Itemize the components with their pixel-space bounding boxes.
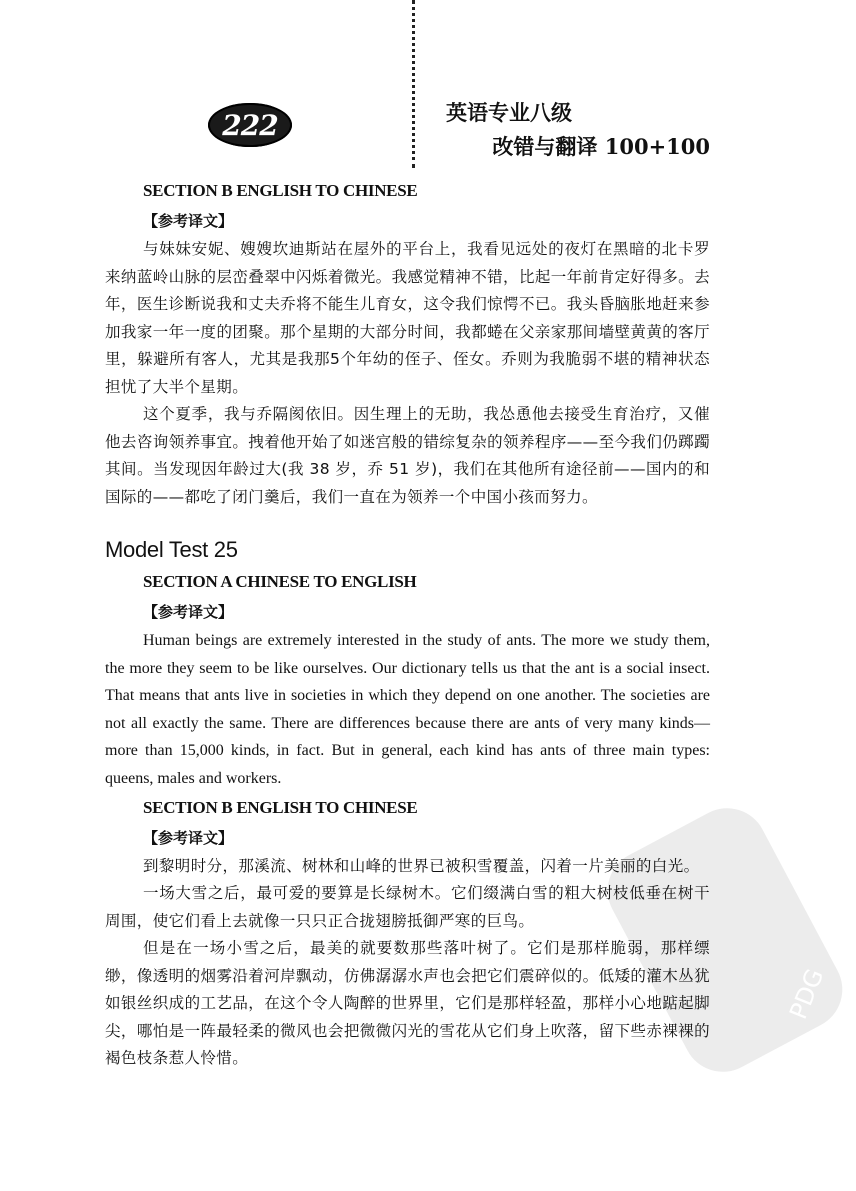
paragraph: 一场大雪之后，最可爱的要算是长绿树木。它们缀满白雪的粗大树枝低垂在树干周围，使它们看上去就像一只只正合拢翅膀抵御严寒的巨鸟。 [105,884,710,930]
reference-translation-label: 【参考译文】 [143,212,234,230]
paragraph: 与妹妹安妮、嫂嫂坎迪斯站在屋外的平台上，我看见远处的夜灯在黑暗的北卡罗来纳蓝岭山脉的层峦叠翠中闪烁着微光。我感觉精神不错，比起一年前肯定好得多。去年，医生诊断说我和丈夫乔将不能生儿育女，这令我们惊愕不已。我头昏脑胀地赶来参加我家一年一度的团聚。那个星期的大部分时间，我都蜷在父亲家那间墙壁黄黄的客厅里，躲避所有客人，尤其是我那5个年幼的侄子、侄女。乔则为我脆弱不堪的精神状态担忧了大半个星期。 [105,240,710,396]
paragraph: 到黎明时分，那溪流、树林和山峰的世界已被积雪覆盖，闪着一片美丽的白光。 [143,856,700,875]
paragraph: 但是在一场小雪之后，最美的就要数那些落叶树了。它们是那样脆弱，那样缥缈，像透明的烟雾沿着河岸飘动，仿佛潺潺水声也会把它们震碎似的。低矮的灌木丛犹如银丝织成的工艺品，在这个令人陶醉的世界里，它们是那样轻盈，那样小心地踮起脚尖，哪怕是一阵最轻柔的微风也会把微微闪光的雪花从它们身上吹落，留下些赤裸裸的褐色枝条惹人怜惜。 [105,939,710,1068]
paragraph: 这个夏季，我与乔隔阂依旧。因生理上的无助，我怂恿他去接受生育治疗，又催他去咨询领养事宜。拽着他开始了如迷宫般的错综复杂的领养程序——至今我们仍踯躅其间。当发现因年龄过大(我 38 岁，乔 51 岁)，我们在其他所有途径前——国内的和国际的——都吃了闭门羹后，我们一直在为领养一个中国小孩而努力。 [105,405,710,506]
page-content [105,176,710,1073]
page-number-badge [208,103,292,147]
section-heading: SECTION B ENGLISH TO CHINESE [143,797,418,817]
reference-translation-label: 【参考译文】 [143,603,234,621]
paragraph: Human beings are extremely interested in the study of ants. The more we study them, the more they seem to be like ourselves. Our dictionary tells us that the ant is a social insect. That means that ants live in societies in which they depend on one another. The societies are not all exactly the same. There are differences because there are ants of very many kinds—more than 15,000 kinds, in fact. But in general, each kind has ants of three main types: queens, males and workers. [105,632,710,787]
book-title-line1: 英语专业八级 [446,100,572,125]
watermark-text: PDG [784,964,830,1023]
reference-translation-label: 【参考译文】 [143,828,234,847]
section-heading: SECTION B ENGLISH TO CHINESE [143,181,418,200]
book-title-line2: 改错与翻译 100+100 [492,134,710,159]
header-dotted-divider [412,0,415,168]
section-heading: SECTION A CHINESE TO ENGLISH [143,572,417,591]
page-number: 222 [222,109,278,142]
model-test-title: Model Test 25 [105,537,238,562]
book-title [440,96,730,164]
